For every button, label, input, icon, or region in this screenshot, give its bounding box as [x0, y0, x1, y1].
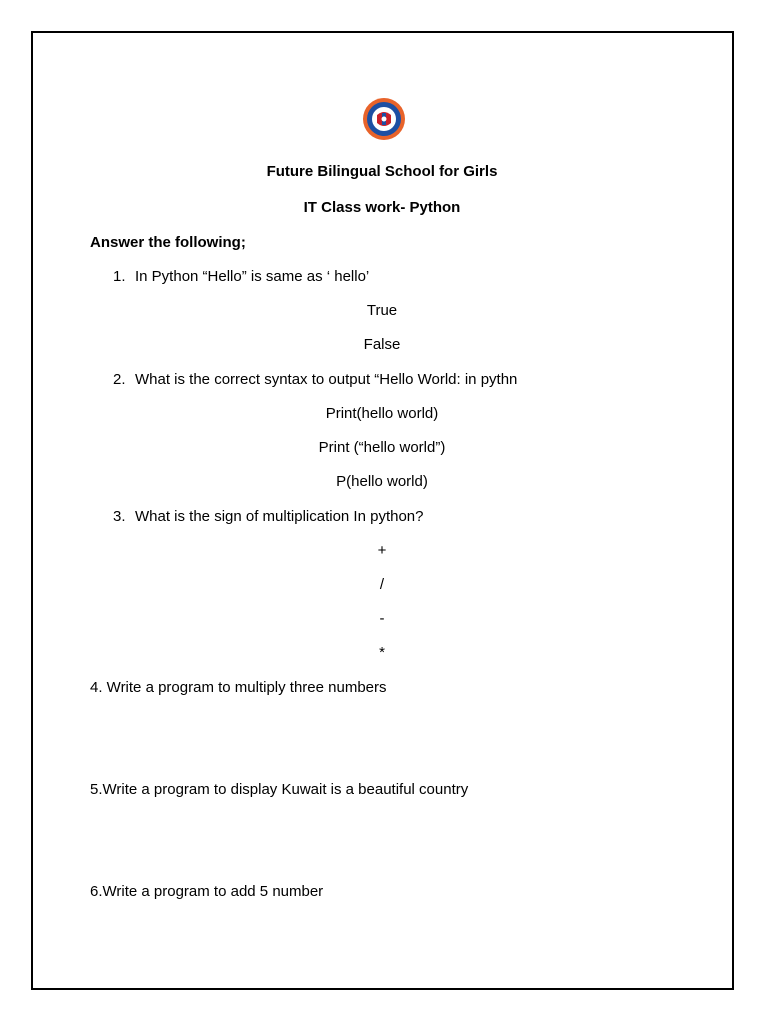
option: P(hello world)	[336, 473, 428, 490]
option: -	[379, 610, 385, 627]
option: True	[366, 302, 398, 319]
instruction: Answer the following;	[90, 234, 246, 251]
option: Print(hello world)	[325, 405, 439, 422]
option: False	[363, 336, 401, 353]
school-logo-icon	[362, 97, 406, 141]
question-text: In Python “Hello” is same as ‘ hello’	[135, 268, 370, 285]
option: /	[379, 576, 385, 593]
question-number: 2.	[113, 371, 126, 388]
question-number: 3.	[113, 508, 126, 525]
option: *	[379, 644, 385, 661]
question-text: What is the correct syntax to output “Hello World: in pythn	[135, 371, 518, 388]
page-subtitle: IT Class work- Python	[303, 199, 461, 216]
school-name: Future Bilingual School for Girls	[266, 163, 498, 180]
question-text: What is the sign of multiplication In python?	[135, 508, 424, 525]
task-6: 6.Write a program to add 5 number	[90, 883, 324, 900]
question-number: 1.	[113, 268, 126, 285]
question-1	[113, 268, 369, 286]
option: Print (“hello world”)	[318, 439, 446, 456]
task-4: 4. Write a program to multiply three numbers	[90, 679, 387, 696]
question-3	[113, 508, 424, 526]
option: +	[377, 542, 387, 559]
task-5: 5.Write a program to display Kuwait is a beautiful country	[90, 781, 469, 798]
question-2	[113, 371, 517, 389]
